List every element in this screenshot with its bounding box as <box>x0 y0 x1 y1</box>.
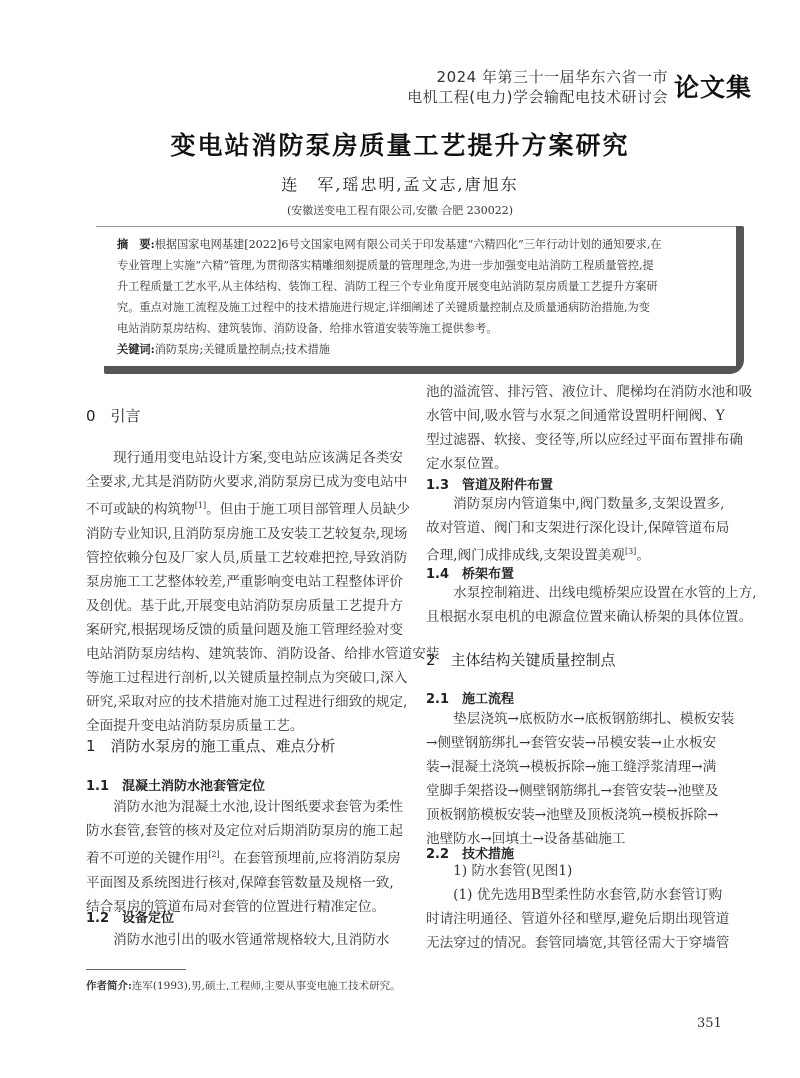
section-1-title: 1 消防水泵房的施工重点、难点分析 <box>86 737 336 755</box>
text-line: 顶板钢筋模板安装→池壁及顶板浇筑→模板拆除→ <box>426 807 719 823</box>
text-line: 全要求,尤其是消防防火要求,消防泵房已成为变电站中 <box>86 474 408 490</box>
text-line: 着不可逆的关键作用[2]。在套管预埋前,应将消防泵房 <box>86 850 401 867</box>
page-number: 351 <box>697 1016 722 1031</box>
footnote-rule <box>86 969 186 970</box>
section-2-title: 2 主体结构关键质量控制点 <box>426 651 616 669</box>
text-line: 时请注明通径、管道外径和壁厚,避免后期出现管道 <box>426 911 730 927</box>
subsection-1-3-body <box>426 492 754 568</box>
subsection-1-2-continued <box>426 380 754 476</box>
text-line: 消防专业知识,且消防泵房施工及安装工艺较复杂,现场 <box>86 525 408 542</box>
text-line: →侧壁钢筋绑扎→套管安装→吊模安装→止水板安 <box>426 735 717 751</box>
citation-marker: [3] <box>624 547 637 556</box>
abstract-line: 升工程质量工艺水平,从主体结构、装饰工程、消防工程三个专业角度开展变电站消防泵房质量工艺提升方案研 <box>117 280 658 293</box>
citation-marker: [1] <box>194 501 207 510</box>
text-line: 平面图及系统图进行核对,保障套管数量及规格一致, <box>86 874 394 891</box>
text-line: 等施工过程进行剖析,以关键质量控制点为突破口,深入 <box>86 669 408 686</box>
text-line: 研究,采取对应的技术措施对施工过程进行细致的规定, <box>86 693 408 710</box>
author-footnote <box>86 978 401 993</box>
abstract-line: 究。重点对施工流程及施工过程中的技术措施进行规定,详细阐述了关键质量控制点及质量通病防治措施,为变 <box>117 301 650 314</box>
text-line: 池的溢流管、排污管、液位计、爬梯均在消防水池和吸 <box>426 384 753 400</box>
subsection-2-1-body <box>426 707 754 851</box>
subsection-1-2-body <box>86 928 414 952</box>
subsection-1-2-title: 1.2 设备定位 <box>86 911 175 926</box>
text-line: 型过滤器、软接、变径等,所以应经过平面布置排布确 <box>426 432 743 448</box>
keywords: 消防泵房;关键质量控制点;技术措施 <box>154 343 331 356</box>
text-line: 故对管道、阀门和支架进行深化设计,保障管道布局 <box>426 520 730 536</box>
subsection-2-2-body <box>426 859 754 955</box>
section-0-title: 0 引言 <box>86 407 141 425</box>
text-line: 管控依赖分包及厂家人员,质量工艺较难把控,导致消防 <box>86 549 408 566</box>
text-line: 堂脚手架搭设→侧壁钢筋绑扎→套管安装→池壁及 <box>426 783 719 799</box>
text-line: 现行通用变电站设计方案,变电站应该满足各类安 <box>86 450 403 466</box>
subsection-1-4-title: 1.4 桥架布置 <box>426 567 515 582</box>
text-line: 防水套管,套管的核对及定位对后期消防泵房的施工起 <box>86 823 403 839</box>
abstract-line: 专业管理上实施“六精”管理,为贯彻落实精雕细刻提质量的管理理念,为进一步加强变电站消防工程质量管控,提 <box>117 259 654 272</box>
text-line: 结合泵房的管道布局对套管的位置进行精准定位。 <box>86 898 386 915</box>
paper-title: 变电站消防泵房质量工艺提升方案研究 <box>170 131 630 160</box>
text-line: 不可或缺的构筑物[1]。但由于施工项目部管理人员缺少 <box>86 501 410 518</box>
header-line-2: 电机工程(电力)学会输配电技术研讨会 <box>407 88 668 106</box>
header-line-1: 2024 年第三十一届华东六省一市 <box>436 68 668 86</box>
keywords-label: 关键词: <box>117 342 155 356</box>
text-line: (1) 优先选用B型柔性防水套管,防水套管订购 <box>426 887 723 903</box>
text-line: 水管中间,吸水管与水泵之间通常设置明杆闸阀、Y <box>426 408 725 424</box>
text-line: 池壁防水→回填土→设备基础施工 <box>426 831 626 847</box>
text-line: 且根据水泵电机的电源盒位置来确认桥架的具体位置。 <box>426 609 753 625</box>
text-line: 及创优。基于此,开展变电站消防泵房质量工艺提升方 <box>86 597 403 614</box>
text-line: 装→混凝土浇筑→模板拆除→施工缝浮浆清理→满 <box>426 759 717 775</box>
text-line: 电站消防泵房结构、建筑装饰、消防设备、给排水管道安装 <box>86 645 440 662</box>
affiliation: (安徽送变电工程有限公司,安徽 合肥 230022) <box>286 204 514 217</box>
text-line: 全面提升变电站消防泵房质量工艺。 <box>86 717 304 734</box>
subsection-1-4-body <box>426 581 757 629</box>
text-line: 消防泵房内管道集中,阀门数量多,支架设置多, <box>426 496 725 512</box>
citation-marker: [2] <box>208 850 220 859</box>
author-list: 连 军,瑶忠明,孟文志,唐旭东 <box>281 175 519 194</box>
text-line: 1) 防水套管(见图1) <box>426 863 573 879</box>
text-line: 无法穿过的情况。套管同墙宽,其管径需大于穿墙管 <box>426 935 730 951</box>
abstract-label: 摘 要: <box>117 237 155 251</box>
abstract-line: 根据国家电网基建[2022]6号文国家电网有限公司关于印发基建“六精四化”三年行动计划的通知要求,在 <box>154 238 662 251</box>
footnote-label: 作者简介: <box>86 980 132 992</box>
text-line: 合理,阀门成排成线,支架设置美观[3]。 <box>426 547 650 564</box>
text-line: 消防水池为混凝土水池,设计图纸要求套管为柔性 <box>86 799 403 815</box>
footnote-text: 连军(1993),男,硕士,工程师,主要从事变电施工技术研究。 <box>131 980 401 992</box>
subsection-2-1-title: 2.1 施工流程 <box>426 692 515 707</box>
section-0-body <box>86 446 440 738</box>
abstract-line: 电站消防泵房结构、建筑装饰、消防设备、给排水管道安装等施工提供参考。 <box>117 322 498 335</box>
text-line: 水泵控制箱进、出线电缆桥架应设置在水管的上方, <box>426 585 757 601</box>
text-line: 案研究,根据现场反馈的质量问题及施工管理经验对变 <box>86 621 403 638</box>
text-line: 消防水池引出的吸水管通常规格较大,且消防水 <box>86 932 390 948</box>
subsection-2-2-title: 2.2 技术措施 <box>426 847 515 862</box>
text-line: 泵房施工工艺整体较差,严重影响变电站工程整体评价 <box>86 573 403 590</box>
subsection-1-1-title: 1.1 混凝土消防水池套管定位 <box>86 779 266 794</box>
text-line: 垫层浇筑→底板防水→底板钢筋绑扎、模板安装 <box>426 711 735 727</box>
abstract <box>117 234 729 360</box>
subsection-1-1-body <box>86 795 414 919</box>
text-line: 定水泵位置。 <box>426 456 508 472</box>
subsection-1-3-title: 1.3 管道及附件布置 <box>426 478 554 493</box>
proceedings-mark: 论文集 <box>674 73 753 102</box>
